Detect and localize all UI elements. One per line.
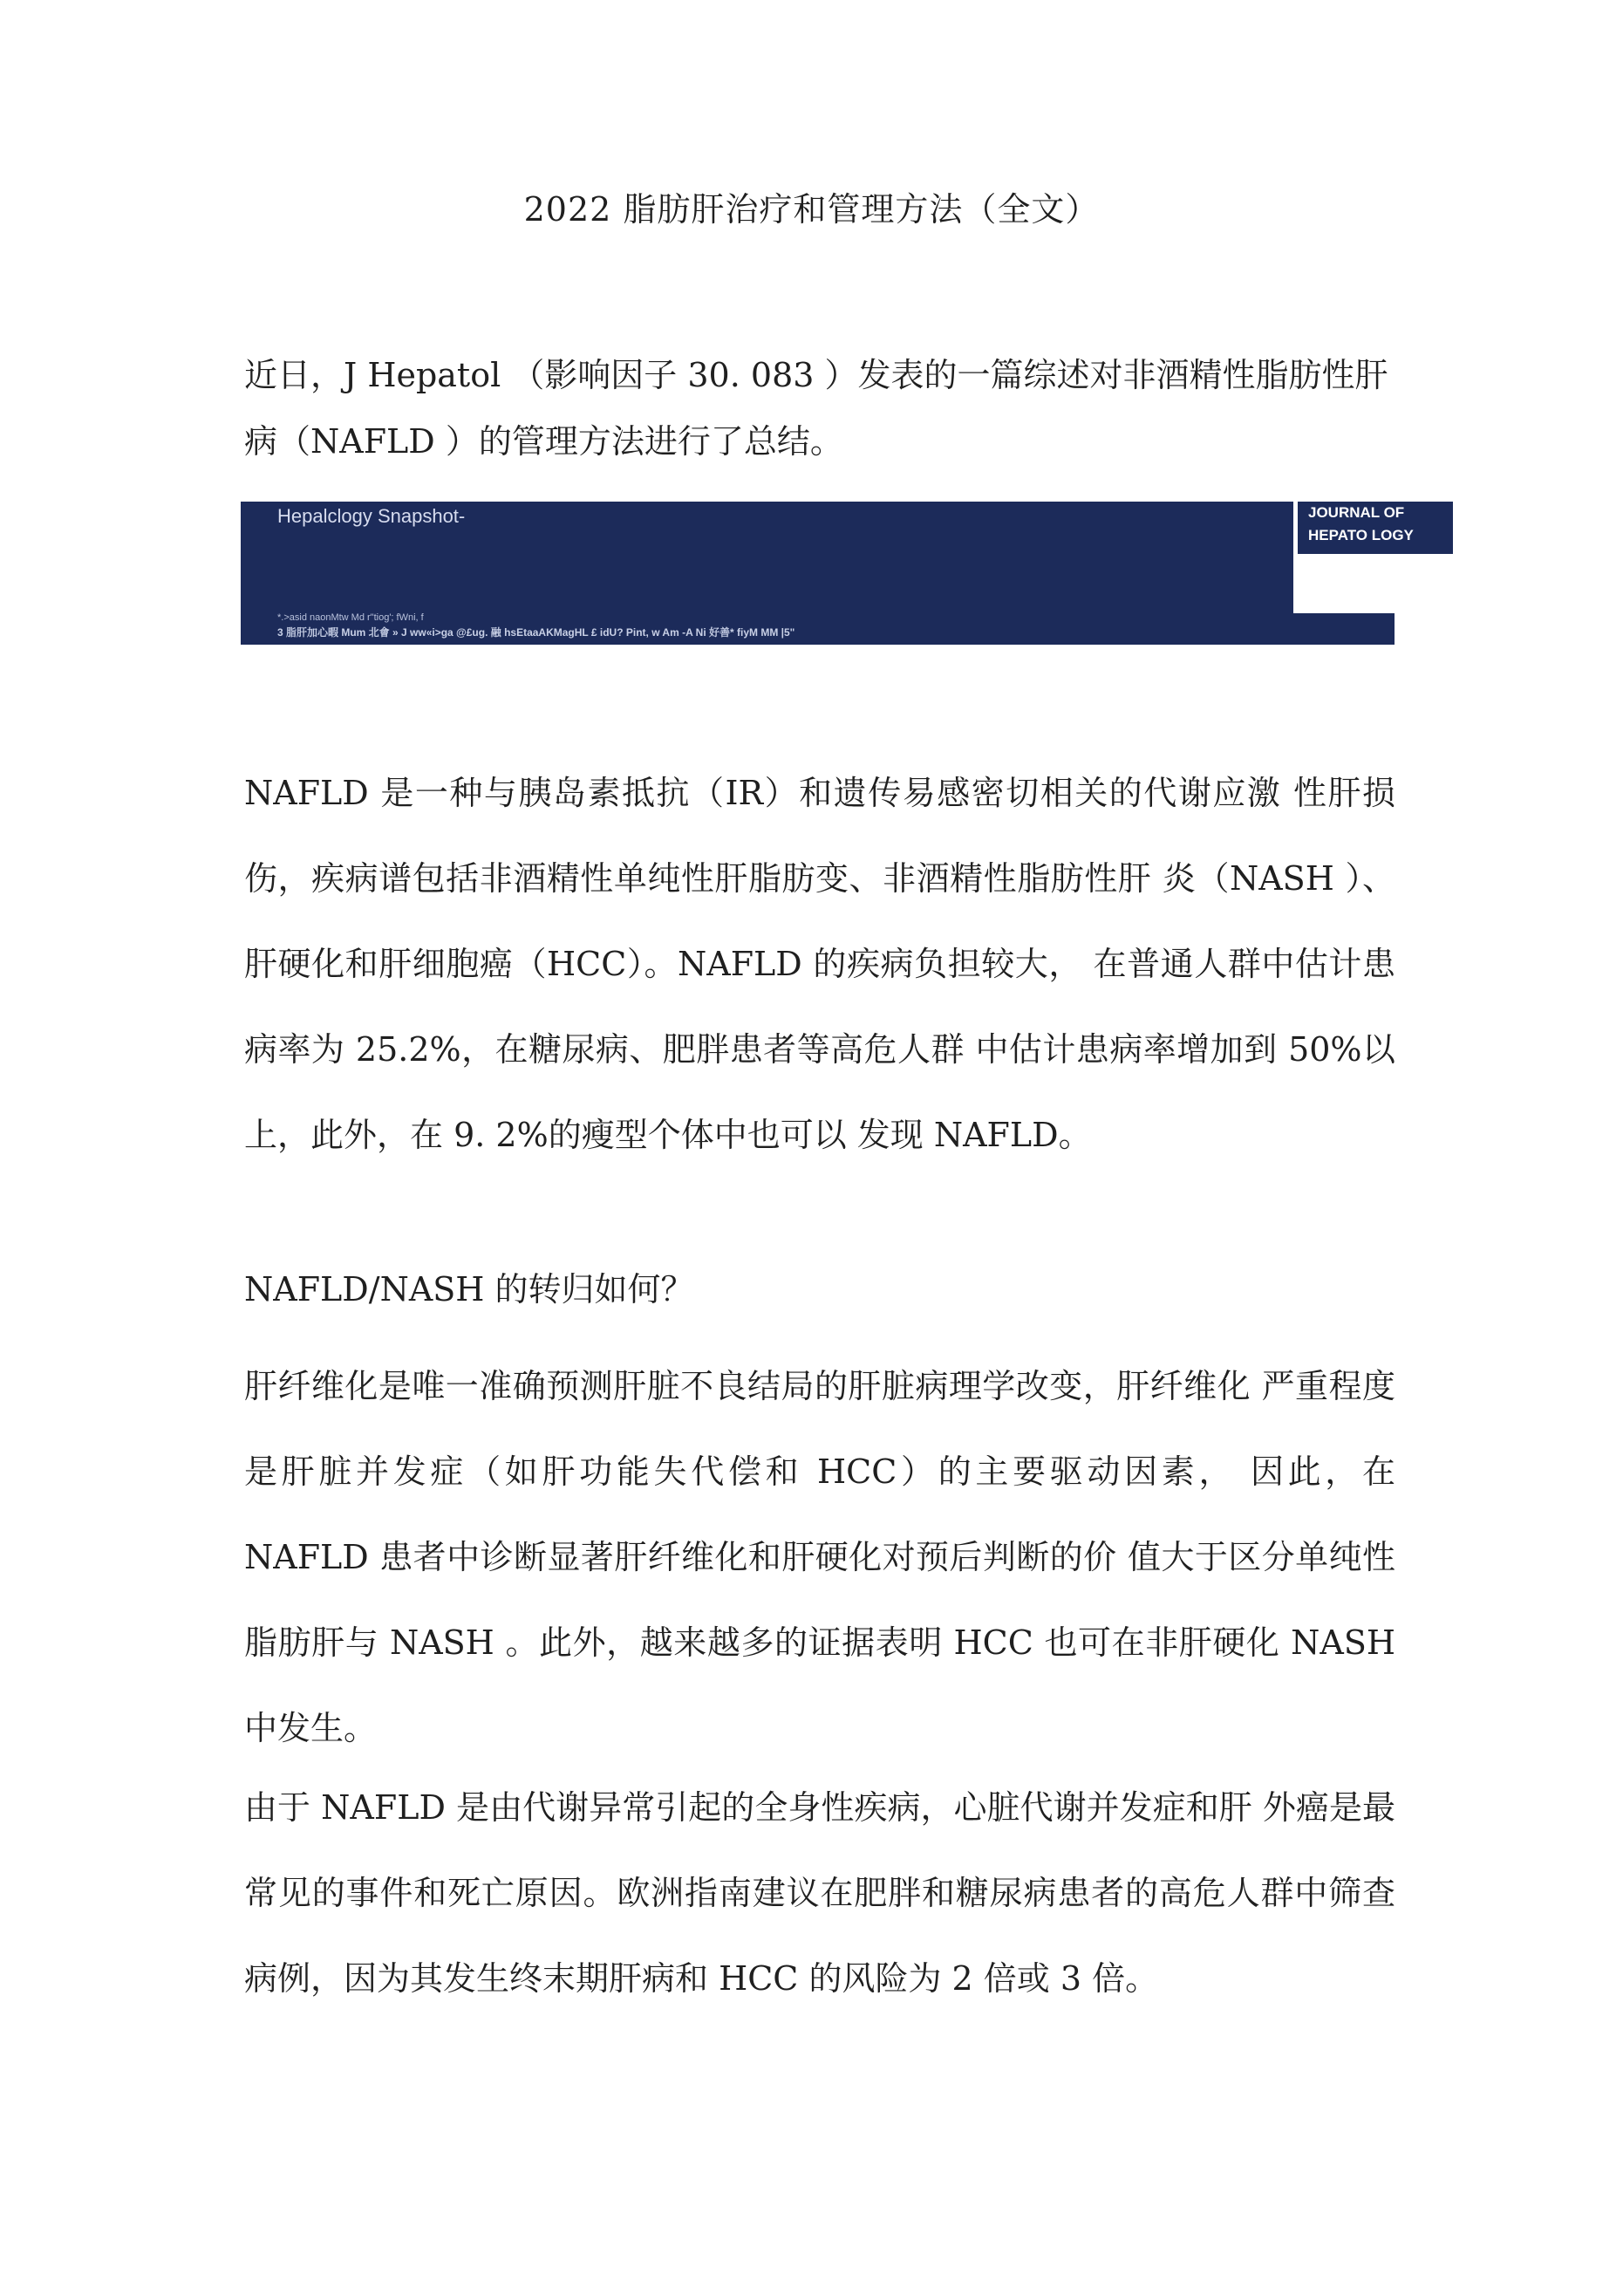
screening-paragraph: 由于 NAFLD 是由代谢异常引起的全身性疾病，心脏代谢并发症和肝 外癌是最常见的事件和死亡原因。欧洲指南建议在肥胖和糖尿病患者的高危人群中筛查病例，因为其发生终末期肝病和 HCC 的风险为 2 倍或 3 倍。 bbox=[244, 1788, 1395, 1998]
banner-footer-line-1: *.>asid naonMtw Md r"tiog'; fWni, f bbox=[277, 612, 424, 623]
journal-logo bbox=[1298, 502, 1453, 554]
page-title: 2022 脂肪肝治疗和管理方法（全文） bbox=[523, 190, 1100, 229]
nafld-definition-paragraph: NAFLD 是一种与胰岛素抵抗（IR）和遗传易感密切相关的代谢应激 性肝损伤，疾病谱包括非酒精性单纯性肝脂肪变、非酒精性脂肪性肝 炎（NASH ）、肝硬化和肝细胞癌（HCC）。NAFLD 的疾病负担较大， 在普通人群中估计患病率为 25.2%，在糖尿病、肥胖患者等高危人群 中估计患病率增加到 50%以上，此外，在 9. 2%的瘦型个体中也可以 发现 NAFLD。 bbox=[244, 774, 1395, 1154]
intro-paragraph: 近日，J Hepatol （影响因子 30. 083 ）发表的一篇综述对非酒精性脂肪性肝病（NAFLD ）的管理方法进行了总结。 bbox=[244, 356, 1388, 461]
fibrosis-paragraph: 肝纤维化是唯一准确预测肝脏不良结局的肝脏病理学改变，肝纤维化 严重程度是肝脏并发症（如肝功能失代偿和 HCC）的主要驱动因素， 因此，在 NAFLD 患者中诊断显著肝纤维化和肝硬化对预后判断的价 值大于区分单纯性脂肪肝与 NASH 。此外，越来越多的证据表明 HCC 也可在非肝硬化 NASH 中发生。 bbox=[244, 1367, 1395, 1747]
banner-heading: Hepalclogy Snapshot- bbox=[277, 505, 466, 527]
banner-footer-line-2: 3 脂肝加心暇 Mum 北會 » J ww«i>ga @£ug. 融 hsEtaaAKMagHL £ idU? Pint, w Am -A Ni 好善* fiyM MM |5" bbox=[277, 626, 795, 639]
hepatology-snapshot-banner bbox=[241, 502, 1395, 645]
journal-logo-line-2: HEPATO LOGY bbox=[1308, 527, 1414, 543]
journal-logo-line-1: JOURNAL OF bbox=[1308, 504, 1405, 521]
section-heading: NAFLD/NASH 的转归如何？ bbox=[244, 1270, 694, 1309]
